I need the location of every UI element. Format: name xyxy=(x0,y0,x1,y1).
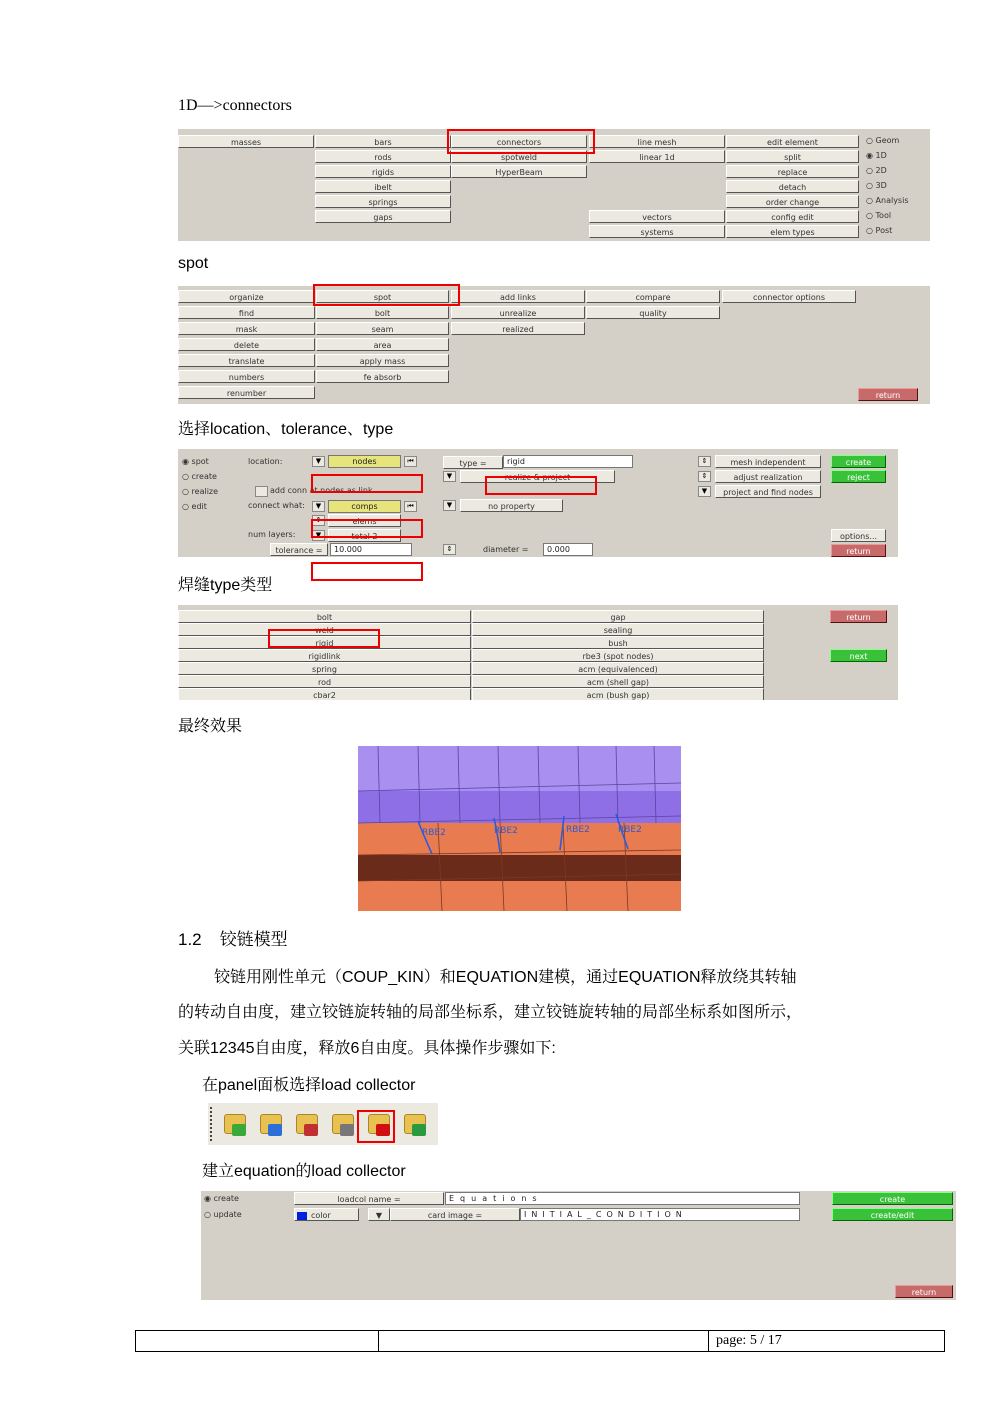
p3-reject-button[interactable]: reject xyxy=(831,470,886,483)
section-heading xyxy=(178,925,288,950)
p1-radio-analysis[interactable] xyxy=(866,195,909,207)
card-dropdown-arrow[interactable]: ▼ xyxy=(368,1208,390,1221)
connect-what-selector[interactable]: comps xyxy=(328,500,401,513)
p3-radio-spot[interactable] xyxy=(182,456,209,468)
connect-reset-icon[interactable]: ⏮ xyxy=(404,501,417,512)
rbe2-label-2: RBE2 xyxy=(494,826,518,836)
p2-btn-bolt[interactable]: bolt xyxy=(316,306,449,319)
connect-dropdown-arrow[interactable]: ▼ xyxy=(312,501,325,512)
elems-toggle-arrow[interactable]: ⇕ xyxy=(312,515,325,526)
type-input[interactable]: rigid xyxy=(503,455,633,468)
p1-btn-vectors[interactable]: vectors xyxy=(589,210,725,223)
diameter-label: diameter = xyxy=(483,545,529,554)
p2-btn-area[interactable]: area xyxy=(316,338,449,351)
p1-btn-ibelt[interactable]: ibelt xyxy=(315,180,451,193)
p1-radio-tool-label: Tool xyxy=(875,211,892,220)
p2-btn-spot[interactable]: spot xyxy=(316,290,449,303)
radio-dot-icon: ○ xyxy=(182,487,192,496)
p4-btn-rigid[interactable]: rigid xyxy=(178,636,471,649)
card-image-button[interactable]: card image = xyxy=(390,1208,520,1221)
p1-btn-rigids[interactable]: rigids xyxy=(315,165,451,178)
p3-btn-mesh-independent[interactable]: mesh independent xyxy=(715,455,821,468)
color-swatch xyxy=(297,1212,307,1220)
p1-btn-masses[interactable]: masses xyxy=(178,135,314,148)
right-option-arrow-1[interactable]: ⇕ xyxy=(698,471,711,482)
p4-return-button[interactable]: return xyxy=(830,610,887,623)
p4-btn-rbe3-spot-nodes-[interactable]: rbe3 (spot nodes) xyxy=(472,649,764,662)
panel-type xyxy=(178,605,898,700)
rbe2-label-3: RBE2 xyxy=(566,825,590,835)
p2-btn-connector-options[interactable]: connector options xyxy=(722,290,856,303)
p3-radio-create[interactable] xyxy=(182,471,217,483)
panel-load-collector xyxy=(201,1191,956,1300)
step-equation-collector: 建立equation的load collector xyxy=(202,1163,406,1180)
create-button[interactable]: create xyxy=(832,1192,953,1205)
p2-btn-translate[interactable]: translate xyxy=(178,354,315,367)
icon-glyph xyxy=(232,1124,246,1136)
location-dropdown-arrow[interactable]: ▼ xyxy=(312,456,325,467)
system-collector-icon[interactable] xyxy=(402,1112,430,1140)
rbe2-label-1: RBE2 xyxy=(422,828,446,838)
highlight-load-collector xyxy=(357,1110,395,1143)
p1-btn-detach[interactable]: detach xyxy=(726,180,859,193)
p4-next-button[interactable]: next xyxy=(830,649,887,662)
component-collector-icon[interactable] xyxy=(222,1112,250,1140)
num-layers-selector[interactable]: total 2 xyxy=(328,529,401,542)
location-label: location: xyxy=(248,457,283,466)
card-image-input[interactable]: INITIAL_CONDITION xyxy=(520,1208,800,1221)
p1-radio-geom-label: Geom xyxy=(875,136,900,145)
color-button[interactable]: color xyxy=(294,1208,359,1221)
add-conn-checkbox[interactable] xyxy=(255,486,268,497)
p1-btn-HyperBeam[interactable]: HyperBeam xyxy=(451,165,587,178)
p1-radio-geom[interactable] xyxy=(866,135,899,147)
p4-btn-gap[interactable]: gap xyxy=(472,610,764,623)
loadcol-name-input[interactable]: Equations xyxy=(445,1192,800,1205)
p2-btn-apply-mass[interactable]: apply mass xyxy=(316,354,449,367)
material-collector-icon[interactable] xyxy=(294,1112,322,1140)
radio-dot-icon: ○ xyxy=(866,211,876,220)
heading-connectors-path: 1D—>connectors xyxy=(178,97,292,114)
paragraph-line-2: 的转动自由度，建立铰链旋转轴的局部坐标系，建立铰链旋转轴的局部坐标系如图所示， xyxy=(178,1004,803,1021)
step-load-collector: 在panel面板选择load collector xyxy=(202,1077,416,1094)
p2-btn-fe-absorb[interactable]: fe absorb xyxy=(316,370,449,383)
num-layers-dropdown-arrow[interactable]: ▼ xyxy=(312,530,325,541)
rbe2-label-4: RBE2 xyxy=(618,825,642,835)
p1-btn-connectors[interactable]: connectors xyxy=(451,135,587,148)
highlight-add-conn xyxy=(311,474,423,493)
p2-btn-compare[interactable]: compare xyxy=(586,290,720,303)
p4-btn-cbar2[interactable]: cbar2 xyxy=(178,688,471,700)
p1-btn-line-mesh[interactable]: line mesh xyxy=(589,135,725,148)
radio-dot-icon: ◉ xyxy=(866,151,876,160)
elems-button[interactable]: elems xyxy=(328,514,401,527)
radio-dot-icon: ○ xyxy=(182,472,192,481)
paragraph-line-3: 关联12345自由度，释放6自由度。具体操作步骤如下: xyxy=(178,1040,556,1057)
p1-btn-spotweld[interactable]: spotweld xyxy=(451,150,587,163)
panel-spot xyxy=(178,449,898,557)
p3-create-button[interactable]: create xyxy=(831,455,886,468)
add-conn-checkbox-label: add conn at nodes as link xyxy=(270,486,373,495)
p3-radio-realize-label: realize xyxy=(191,487,219,496)
highlight-num-layers xyxy=(311,519,423,538)
p2-btn-unrealize[interactable]: unrealize xyxy=(451,306,585,319)
p4-btn-acm-bush-gap-[interactable]: acm (bush gap) xyxy=(472,688,764,700)
p4-btn-rigidlink[interactable]: rigidlink xyxy=(178,649,471,662)
highlight-tolerance xyxy=(311,562,423,581)
paragraph-line-1: 铰链用刚性单元（COUP_KIN）和EQUATION建模，通过EQUATION释放绕其转轴 xyxy=(214,969,797,986)
highlight-realize xyxy=(485,476,597,495)
p3-btn-adjust-realization[interactable]: adjust realization xyxy=(715,470,821,483)
icon-glyph xyxy=(340,1124,354,1136)
p1-radio-1d-label: 1D xyxy=(875,151,887,160)
connect-what-label: connect what: xyxy=(248,501,305,510)
p1-btn-elem-types[interactable]: elem types xyxy=(726,225,859,238)
property-dropdown-arrow[interactable]: ▼ xyxy=(443,500,456,511)
p3-return-button[interactable]: return xyxy=(831,544,886,557)
p3-radio-edit-label: edit xyxy=(191,502,207,511)
collector-toolbar xyxy=(208,1103,438,1145)
p1-btn-split[interactable]: split xyxy=(726,150,859,163)
radio-dot-icon: ○ xyxy=(866,181,876,190)
assembly-collector-icon[interactable] xyxy=(330,1112,358,1140)
panel-connectors xyxy=(178,286,930,404)
page-footer xyxy=(135,1330,945,1352)
icon-glyph xyxy=(412,1124,426,1136)
create-edit-button[interactable]: create/edit xyxy=(832,1208,953,1221)
p1-btn-systems[interactable]: systems xyxy=(589,225,725,238)
property-collector-icon[interactable] xyxy=(258,1112,286,1140)
location-reset-icon[interactable]: ⏮ xyxy=(404,456,417,467)
location-selector[interactable]: nodes xyxy=(328,455,401,468)
p4-btn-rod[interactable]: rod xyxy=(178,675,471,688)
radio-dot-icon: ◉ xyxy=(182,457,192,466)
realize-project-button[interactable]: realize & project xyxy=(460,470,615,483)
diameter-input[interactable]: 0.000 xyxy=(543,543,593,556)
icon-glyph xyxy=(304,1124,318,1136)
p1-radio-2d[interactable] xyxy=(866,165,887,177)
p1-radio-3d-label: 3D xyxy=(875,181,887,190)
p1-btn-config-edit[interactable]: config edit xyxy=(726,210,859,223)
p3-radio-realize[interactable] xyxy=(182,486,218,498)
highlight-rigid xyxy=(268,629,380,648)
heading-spot: spot xyxy=(178,255,209,272)
p4-btn-weld[interactable]: weld xyxy=(178,623,471,636)
type-button[interactable]: type = xyxy=(443,456,503,469)
section-number: 1.2 xyxy=(178,930,202,949)
num-layers-label: num layers: xyxy=(248,530,296,539)
p2-btn-delete[interactable]: delete xyxy=(178,338,315,351)
realize-dropdown-arrow[interactable]: ▼ xyxy=(443,471,456,482)
radio-dot-icon: ○ xyxy=(866,136,876,145)
p1-radio-post-label: Post xyxy=(875,226,893,235)
p3-radio-edit[interactable] xyxy=(182,501,207,513)
p3-radio-create-label: create xyxy=(191,472,217,481)
model-view-image xyxy=(358,746,681,911)
footer-cell-2 xyxy=(378,1331,709,1351)
loadcol-name-button[interactable]: loadcol name = xyxy=(294,1192,444,1205)
p1-btn-bars[interactable]: bars xyxy=(315,135,451,148)
right-option-arrow-0[interactable]: ⇕ xyxy=(698,456,711,467)
radio-dot-icon: ○ xyxy=(182,502,192,511)
highlight-spot xyxy=(313,284,460,306)
p2-btn-add-links[interactable]: add links xyxy=(451,290,585,303)
p2-btn-mask[interactable]: mask xyxy=(178,322,315,335)
diameter-toggle-arrow[interactable]: ⇕ xyxy=(443,544,456,555)
p1-btn-gaps[interactable]: gaps xyxy=(315,210,451,223)
radio-dot-icon: ○ xyxy=(866,226,876,235)
p2-btn-seam[interactable]: seam xyxy=(316,322,449,335)
p4-btn-bush[interactable]: bush xyxy=(472,636,764,649)
p2-btn-organize[interactable]: organize xyxy=(178,290,315,303)
return-button[interactable]: return xyxy=(895,1285,953,1298)
p2-btn-renumber[interactable]: renumber xyxy=(178,386,315,399)
tolerance-button[interactable]: tolerance = xyxy=(270,543,328,556)
heading-final: 最终效果 xyxy=(178,718,243,735)
no-property-button[interactable]: no property xyxy=(460,499,563,512)
p1-radio-tool[interactable] xyxy=(866,210,891,222)
p3-radio-spot-label: spot xyxy=(191,457,209,466)
p4-btn-acm-shell-gap-[interactable]: acm (shell gap) xyxy=(472,675,764,688)
p3-options-button[interactable]: options... xyxy=(831,529,886,542)
p1-btn-edit-element[interactable]: edit element xyxy=(726,135,859,148)
page-number: page: 5 / 17 xyxy=(716,1333,782,1348)
p1-btn-linear-1d[interactable]: linear 1d xyxy=(589,150,725,163)
tolerance-input[interactable]: 10.000 xyxy=(330,543,412,556)
p1-btn-rods[interactable]: rods xyxy=(315,150,451,163)
p4-btn-spring[interactable]: spring xyxy=(178,662,471,675)
footer-cell-1 xyxy=(136,1331,379,1351)
toolbar-grip xyxy=(210,1107,214,1141)
radio-dot-icon: ○ xyxy=(866,196,876,205)
p1-btn-replace[interactable]: replace xyxy=(726,165,859,178)
p2-btn-quality[interactable]: quality xyxy=(586,306,720,319)
heading-choose: 选择location、tolerance、type xyxy=(178,421,394,438)
p1-radio-analysis-label: Analysis xyxy=(875,196,909,205)
p1-radio-1d[interactable] xyxy=(866,150,887,162)
p3-btn-project-and-find-nodes[interactable]: project and find nodes xyxy=(715,485,821,498)
p1-btn-springs[interactable]: springs xyxy=(315,195,451,208)
p1-btn-order-change[interactable]: order change xyxy=(726,195,859,208)
p4-btn-bolt[interactable]: bolt xyxy=(178,610,471,623)
p2-btn-realized[interactable]: realized xyxy=(451,322,585,335)
p1-radio-3d[interactable] xyxy=(866,180,887,192)
p2-btn-numbers[interactable]: numbers xyxy=(178,370,315,383)
heading-weld-type: 焊缝type类型 xyxy=(178,577,273,594)
p2-btn-find[interactable]: find xyxy=(178,306,315,319)
right-option-arrow-2[interactable]: ▼ xyxy=(698,486,711,497)
p1-radio-post[interactable] xyxy=(866,225,892,237)
icon-glyph xyxy=(268,1124,282,1136)
p1-radio-2d-label: 2D xyxy=(875,166,887,175)
radio-update[interactable]: ○ update xyxy=(204,1210,242,1219)
p4-btn-sealing[interactable]: sealing xyxy=(472,623,764,636)
highlight-connectors xyxy=(447,129,595,154)
p4-btn-acm-equivalenced-[interactable]: acm (equivalenced) xyxy=(472,662,764,675)
radio-create[interactable]: ◉ create xyxy=(204,1194,239,1203)
radio-dot-icon: ○ xyxy=(866,166,876,175)
p2-return-button[interactable]: return xyxy=(858,388,918,401)
section-title: 铰链模型 xyxy=(219,930,288,949)
